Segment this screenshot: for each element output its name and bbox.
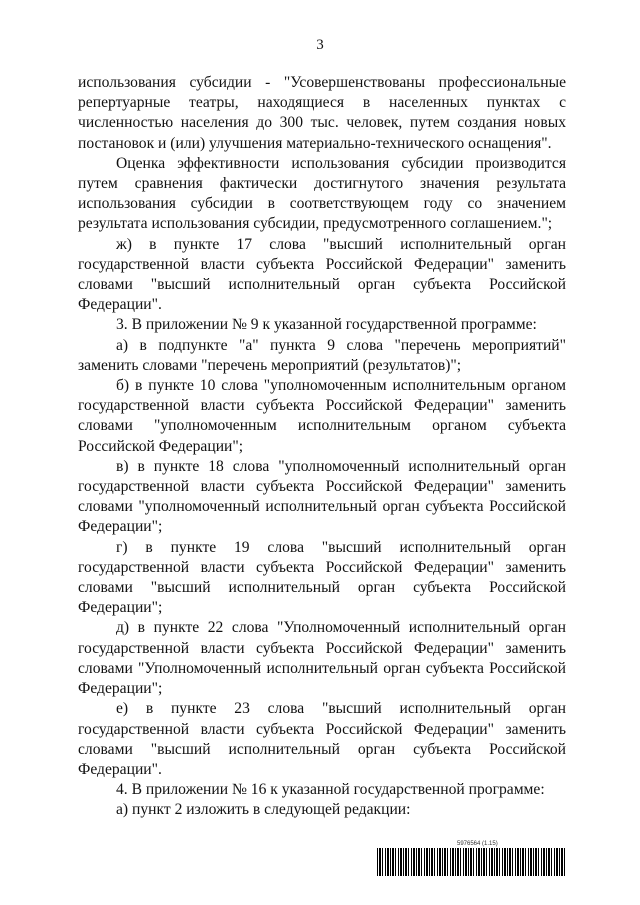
paragraph-appendix-9-heading: 3. В приложении № 9 к указанной государственной программе: [116,316,537,334]
paragraph-item-d: д) в пункте 22 слова "Уполномоченный исполнительный орган государственной власти субъекта Российской Федерации" заменить словами "Уполномоченный исполнительный орган субъекта Российской Федерации"; [78,619,566,698]
paragraph-item-zh: ж) в пункте 17 слова "высший исполнительный орган государственной власти субъекта Российской Федерации" заменить словами "высший исполнительный орган субъекта Российской Федерации". [78,235,566,314]
paragraph-appendix-16-item-a: а) пункт 2 изложить в следующей редакции: [116,801,411,819]
paragraph-item-v: в) в пункте 18 слова "уполномоченный исполнительный орган государственной власти субъекта Российской Федерации" заменить словами "уполномоченный исполнительный орган субъекта Российской Федерации"; [78,457,566,536]
paragraph-appendix-16-heading: 4. В приложении № 16 к указанной государственной программе: [116,781,545,799]
page-number: 3 [316,37,324,53]
paragraph-item-a: а) в подпункте "а" пункта 9 слова "перечень мероприятий" заменить словами "перечень мероприятий (результатов)"; [78,336,566,374]
paragraph-subsidy-result: использования субсидии - "Усовершенствованы профессиональные репертуарные театры, находящиеся в населенных пунктах с численностью населения до 300 тыс. человек, путем создания новых постановок и (или) улучшения материально-технического оснащения". [78,74,566,152]
paragraph-item-b: б) в пункте 10 слова "уполномоченным исполнительным органом государственной власти субъекта Российской Федерации" заменить словами "уполномоченным исполнительным органом субъекта Российской Федерации"; [78,377,566,455]
paragraph-item-e: е) в пункте 23 слова "высший исполнительный орган государственной власти субъекта Российской Федерации" заменить словами "высший исполнительный орган субъекта Российской Федерации". [78,700,566,778]
paragraph-efficiency-assessment: Оценка эффективности использования субсидии производится путем сравнения фактически достигнутого значения результата использования субсидии в соответствующем году со значением результата использования субсидии, предусмотренного соглашением."; [78,154,566,233]
paragraph-item-g: г) в пункте 19 слова "высший исполнительный орган государственной власти субъекта Российской Федерации" заменить словами "высший исполнительный орган субъекта Российской Федерации"; [78,538,566,617]
document-code: 5976564 (1.15) [457,841,498,847]
document-body [78,73,566,821]
barcode-icon [377,848,567,876]
